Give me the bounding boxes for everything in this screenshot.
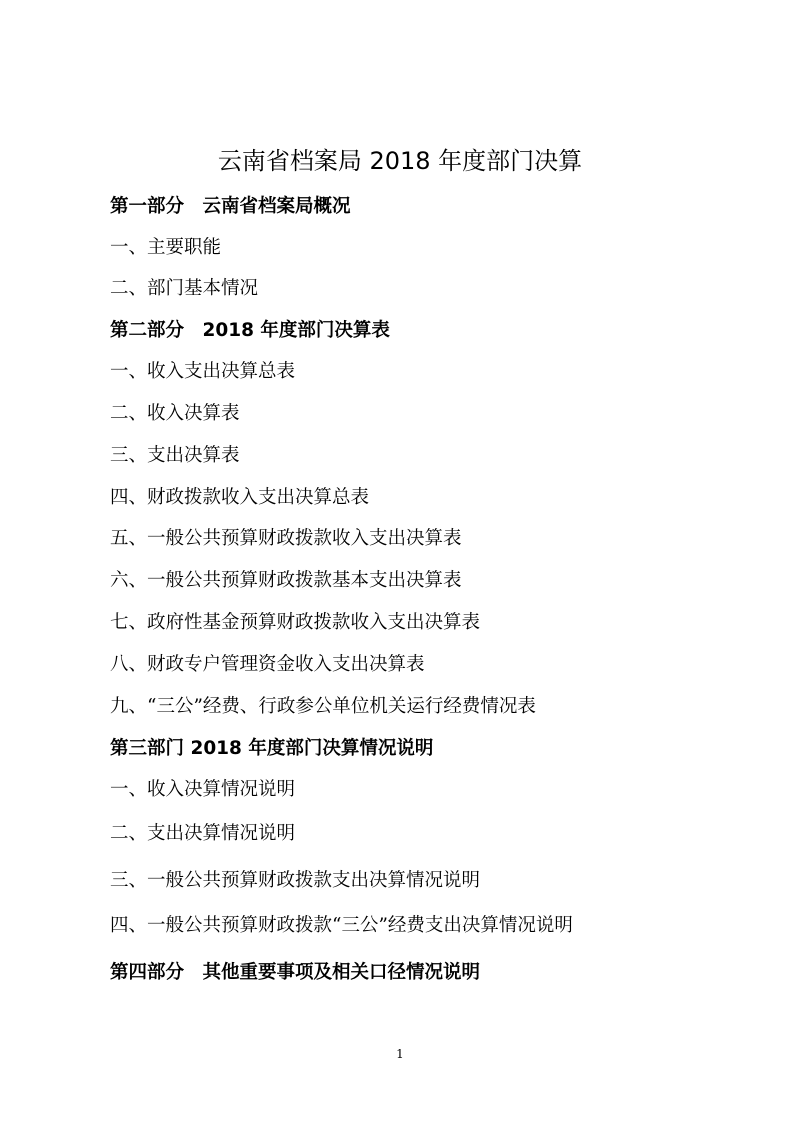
- list-item: 六、一般公共预算财政拨款基本支出决算表: [110, 570, 462, 591]
- list-item: 二、部门基本情况: [110, 278, 259, 299]
- list-item: 四、一般公共预算财政拨款“三公”经费支出决算情况说明: [110, 915, 573, 936]
- list-item: 二、收入决算表: [110, 403, 240, 424]
- list-item: 一、收入决算情况说明: [110, 779, 296, 800]
- section-heading-1: 第一部分 云南省档案局概况: [110, 196, 351, 217]
- list-item: 一、主要职能: [110, 237, 222, 258]
- list-item: 五、一般公共预算财政拨款收入支出决算表: [110, 528, 462, 549]
- list-item: 八、财政专户管理资金收入支出决算表: [110, 654, 425, 675]
- page-number: 1: [396, 1047, 404, 1061]
- section-heading-2: 第二部分 2018 年度部门决算表: [110, 320, 390, 341]
- section-heading-3: 第三部门 2018 年度部门决算情况说明: [110, 738, 434, 759]
- list-item: 二、支出决算情况说明: [110, 823, 296, 844]
- section-heading-4: 第四部分 其他重要事项及相关口径情况说明: [110, 962, 481, 983]
- list-item: 四、财政拨款收入支出决算总表: [110, 487, 370, 508]
- list-item: 三、一般公共预算财政拨款支出决算情况说明: [110, 870, 481, 891]
- list-item: 三、支出决算表: [110, 445, 240, 466]
- list-item: 九、“三公”经费、行政参公单位机关运行经费情况表: [110, 696, 536, 717]
- list-item: 一、收入支出决算总表: [110, 361, 296, 382]
- document-title: 云南省档案局 2018 年度部门决算: [217, 147, 583, 175]
- list-item: 七、政府性基金预算财政拨款收入支出决算表: [110, 612, 481, 633]
